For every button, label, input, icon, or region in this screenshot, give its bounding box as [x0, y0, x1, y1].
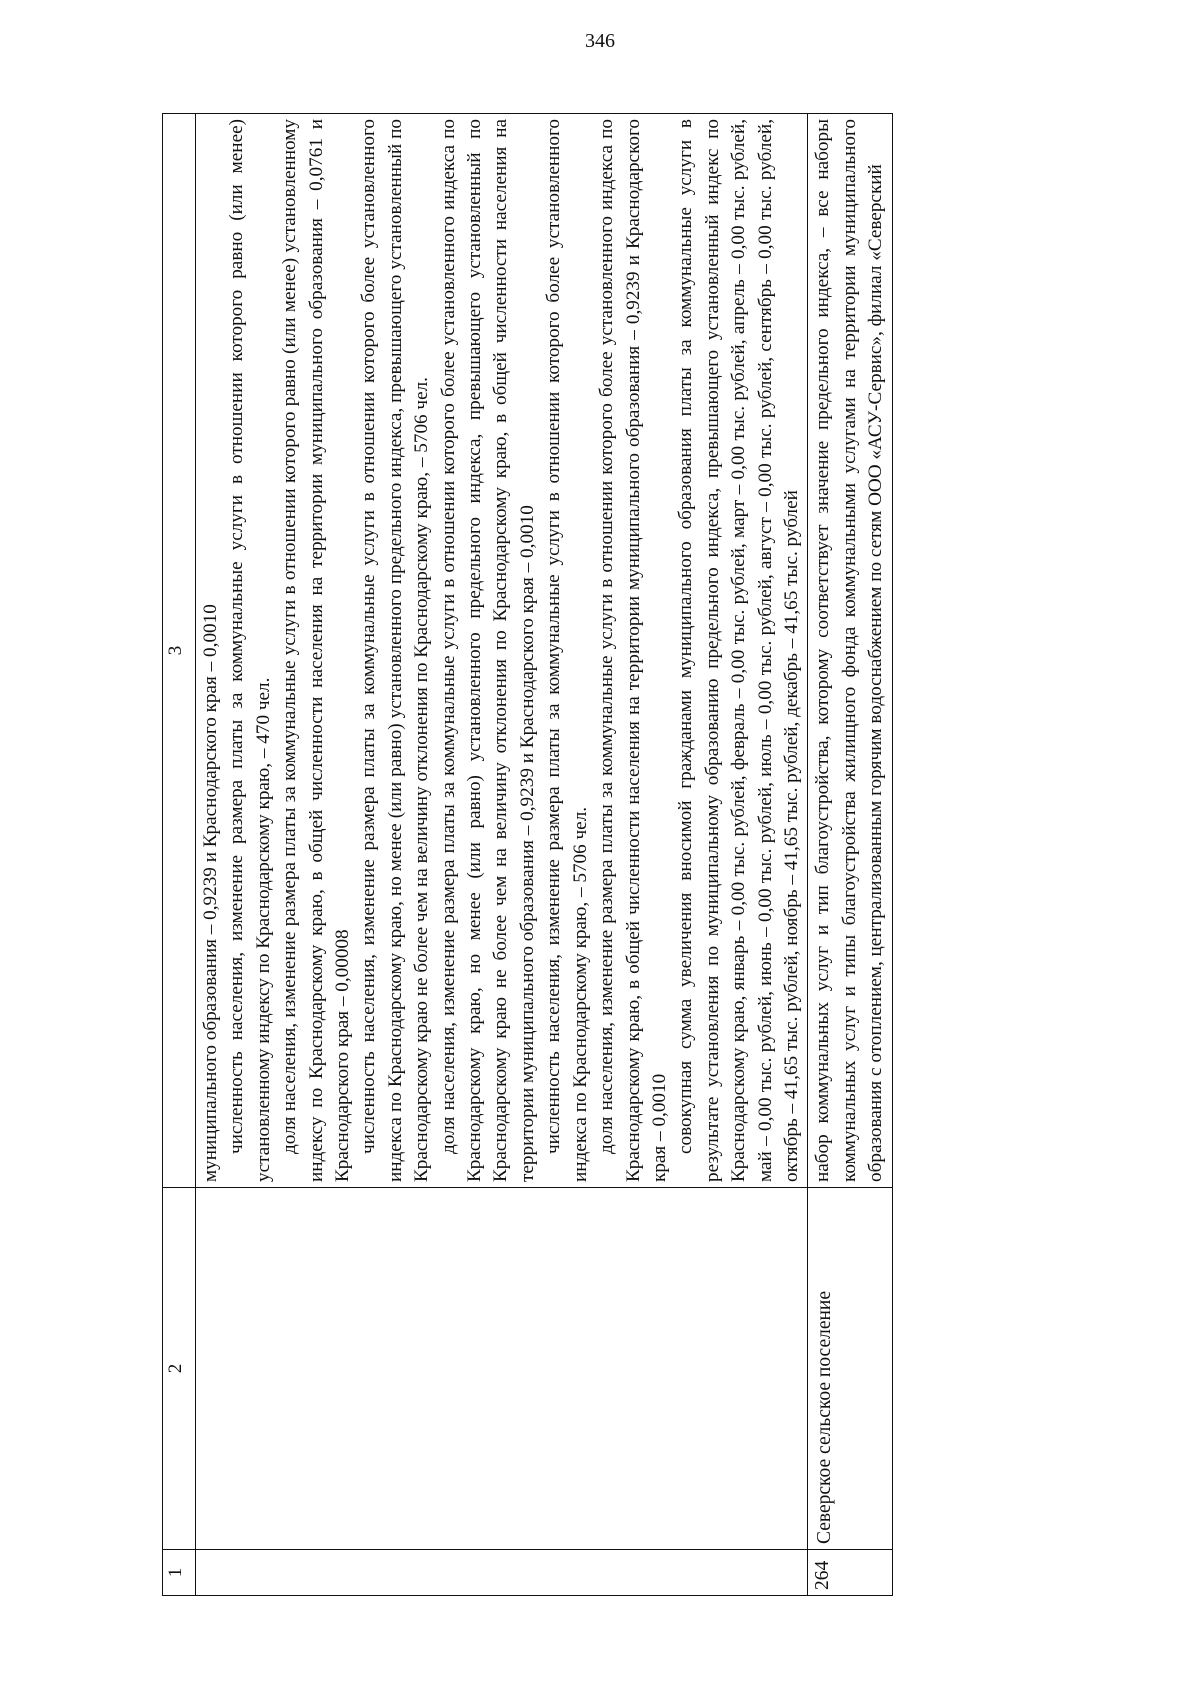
paragraph: совокупная сумма увеличения вносимой гражданами муниципального образования платы за коммунальные услуги в результате установления по муниципальному образованию предельного индекса, превышающего установленный индекс по Краснодарскому краю, январь – 0,00 тыс. рублей, февраль – 0,00 тыс. рублей, март – 0,00 тыс. рублей, апрель – 0,00 тыс. рублей, май – 0,00 тыс. рублей, июнь – 0,00 тыс. рублей, июль – 0,00 тыс. рублей, август – 0,00 тыс. рублей, сентябрь – 0,00 тыс. рублей, октябрь – 41,65 тыс. рублей, ноябрь – 41,65 тыс. рублей, декабрь – 41,65 тыс. рублей — [675, 119, 802, 1182]
continuation-text-cell — [196, 114, 808, 1188]
column-number-row — [163, 114, 196, 1596]
column-header-1: 1 — [163, 1550, 196, 1596]
paragraph: численность населения, изменение размера платы за коммунальные услуги в отношении которого более установленного индекса по Краснодарскому краю, но менее (или равно) установленного предельного индекса, превышающего установленный по Краснодарскому краю не более чем на величину отклонения по Краснодарскому краю, – 5706 чел. — [358, 119, 433, 1182]
continuation-name-cell — [196, 1188, 808, 1550]
paragraph: муниципального образования – 0,9239 и Краснодарского края – 0,0010 — [200, 604, 221, 1182]
paragraph: численность населения, изменение размера платы за коммунальные услуги в отношении которого более установленного индекса по Краснодарскому краю, – 5706 чел. — [543, 119, 591, 1182]
column-header-3: 3 — [163, 114, 196, 1188]
paragraph: набор коммунальных услуг и тип благоустройства, которому соответствует значение предельного индекса, – все наборы коммунальных услуг и типы благоустройства жилищного фонда коммунальными услугами на территории муниципального образования с отоплением, централизованным горячим водоснабжением по сетям ООО «АСУ-Сервис», филиал «Северский — [812, 119, 887, 1182]
paragraph: численность населения, изменение размера платы за коммунальные услуги в отношении которого равно (или менее) установленному индексу по Краснодарскому краю, – 470 чел. — [226, 119, 274, 1182]
settlement-name: Северское сельское поселение — [808, 1188, 892, 1550]
table-row-264 — [808, 114, 892, 1596]
continuation-number-cell — [196, 1550, 808, 1596]
paragraph: доля населения, изменение размера платы за коммунальные услуги в отношении которого более установленного индекса по Краснодарскому краю, в общей численности населения на территории муниципального образования – 0,9239 и Краснодарского края – 0,0010 — [596, 119, 670, 1182]
row-text-cell — [808, 114, 892, 1188]
row-number: 264 — [808, 1550, 892, 1596]
rotated-table-page — [162, 114, 1032, 1596]
column-header-2: 2 — [163, 1188, 196, 1550]
page-number: 346 — [585, 30, 615, 52]
paragraph: доля населения, изменение размера платы за коммунальные услуги в отношении которого более установленного индекса по Краснодарскому краю, но менее (или равно) установленного предельного индекса, превышающего установленный по Краснодарскому краю не более чем на величину отклонения по Краснодарскому краю, в общей численности населения на территории муниципального образования – 0,9239 и Краснодарского края – 0,0010 — [437, 119, 538, 1182]
paragraph: доля населения, изменение размера платы за коммунальные услуги в отношении которого равно (или менее) установленному индексу по Краснодарскому краю, в общей численности населения на территории муниципального образования – 0,0761 и Краснодарского края – 0,00008 — [279, 119, 354, 1182]
municipal-index-table — [162, 113, 893, 1596]
continuation-row — [196, 114, 808, 1596]
